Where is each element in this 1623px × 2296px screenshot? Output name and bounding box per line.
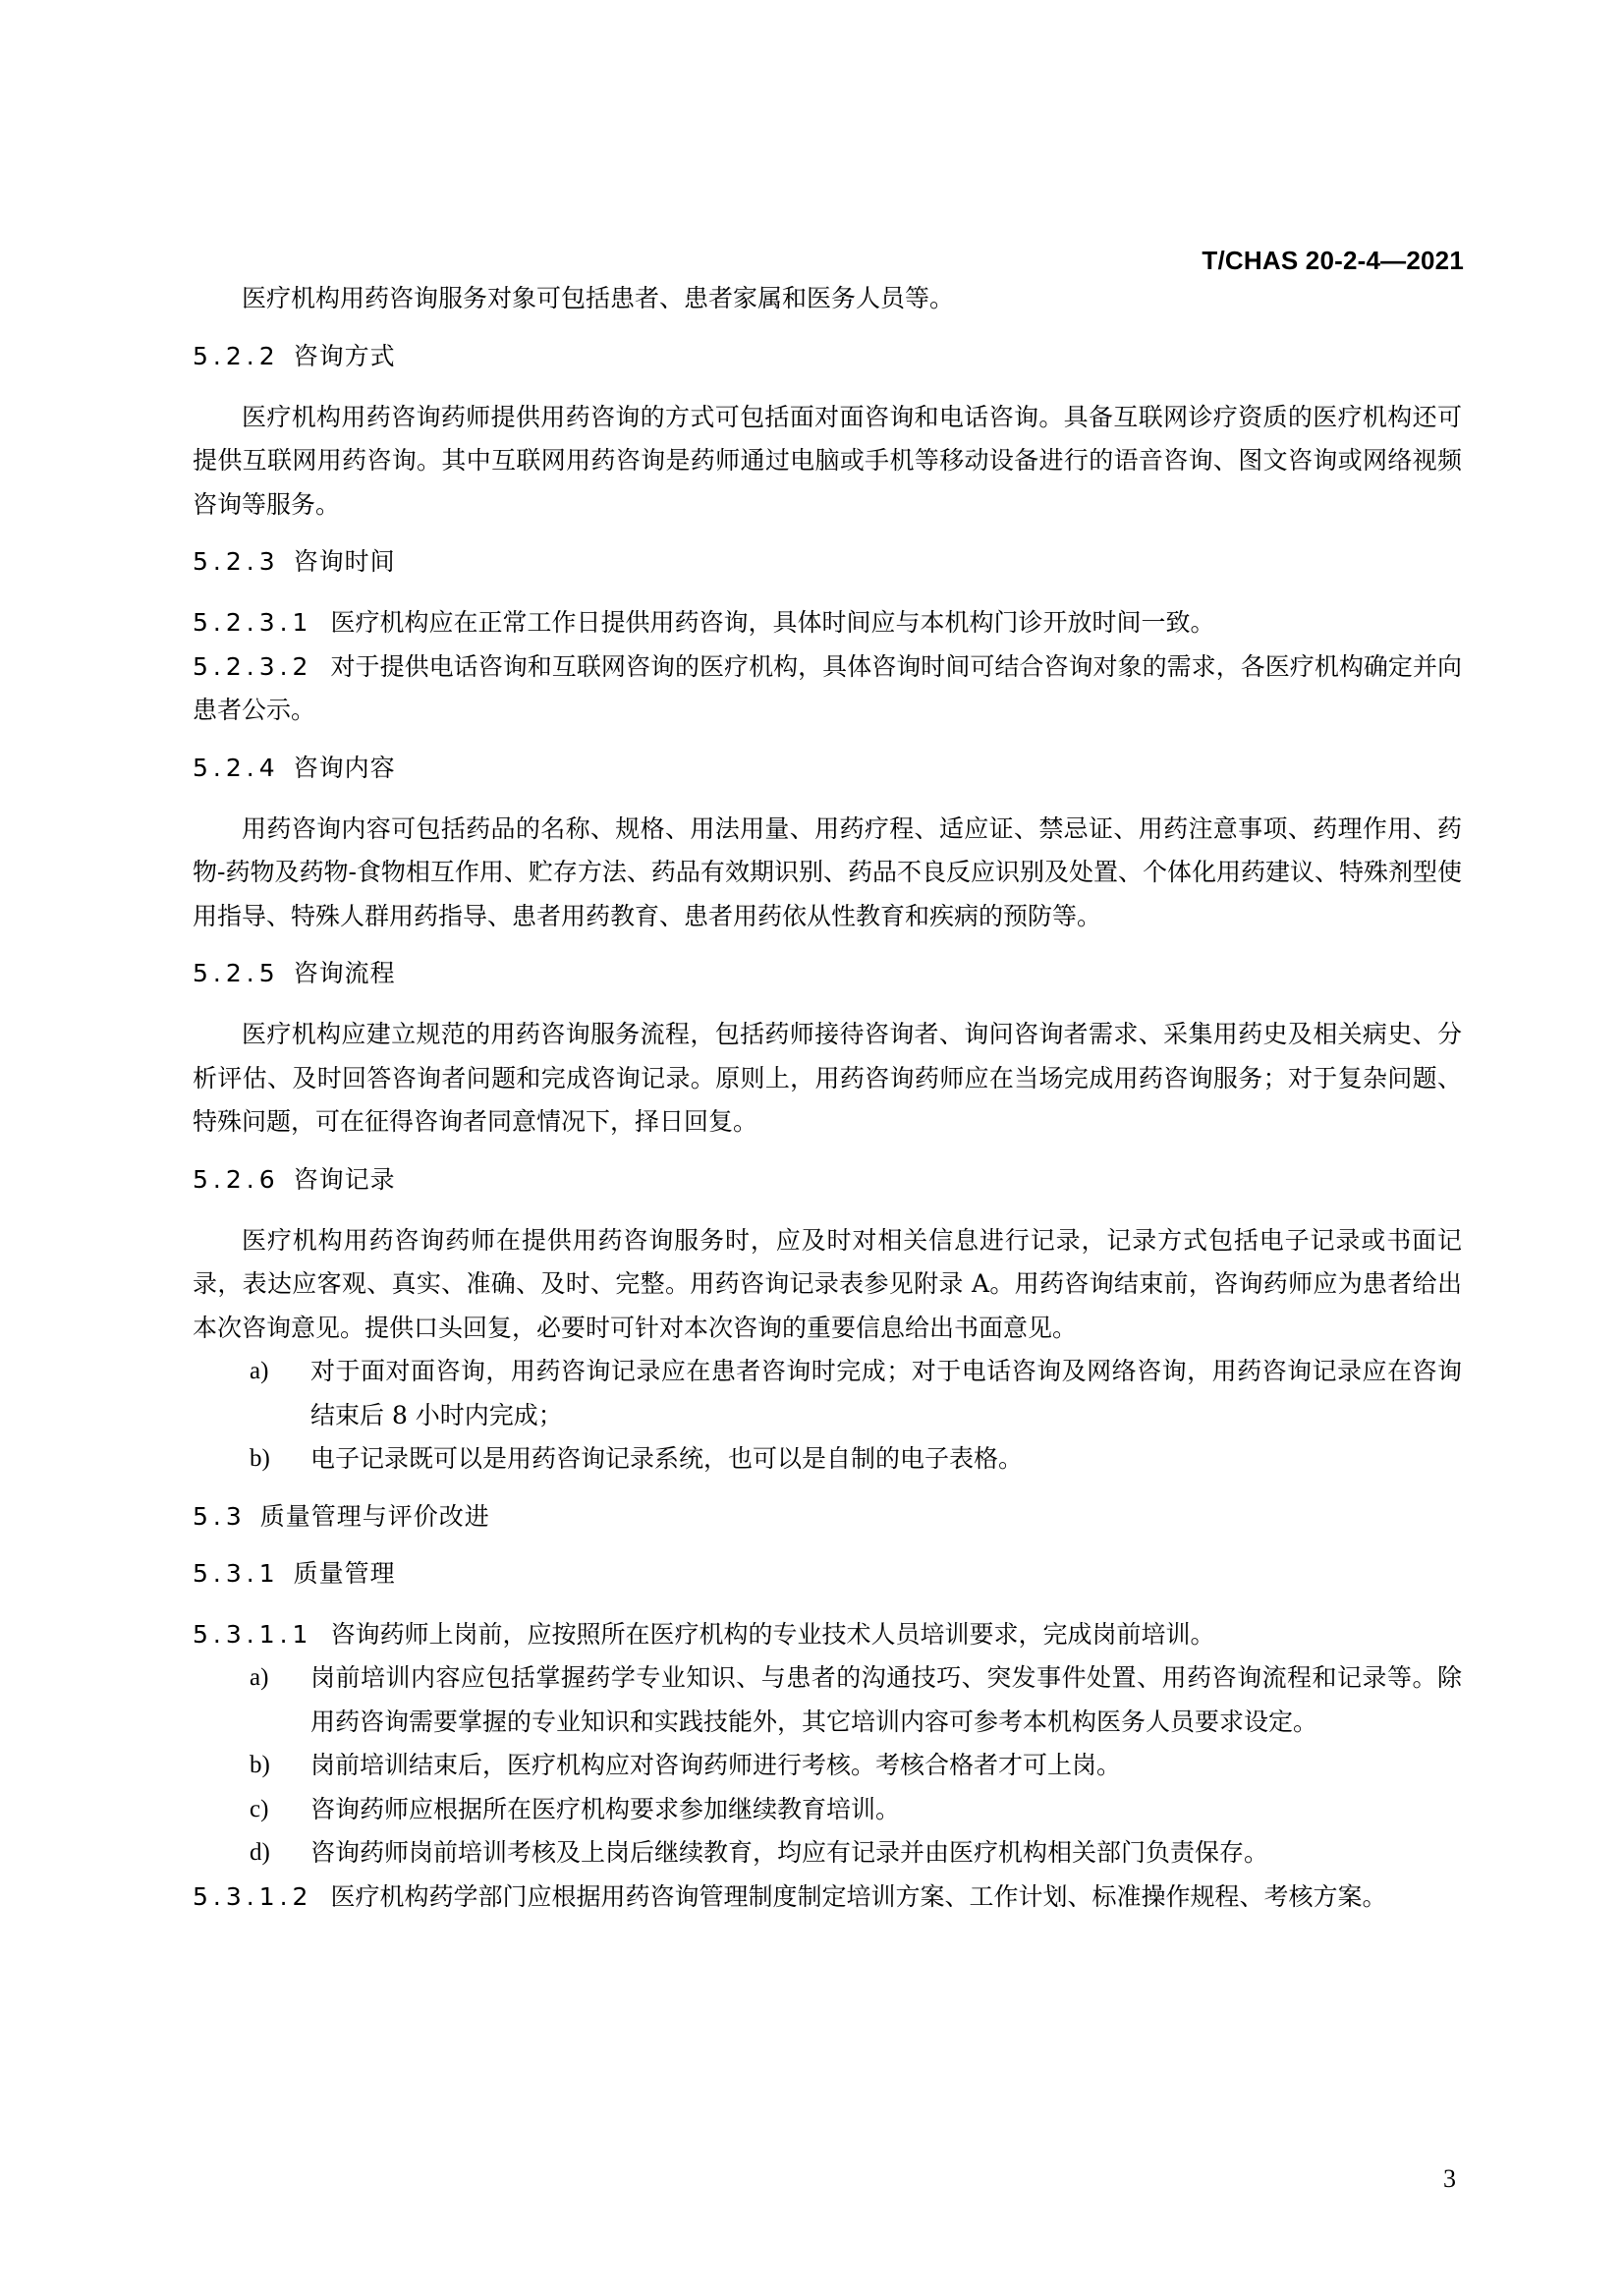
list-item-5-3-1-1-d	[193, 1831, 1462, 1876]
list-item-text: 咨询药师应根据所在医疗机构要求参加继续教育培训。	[310, 1794, 901, 1823]
page-number: 3	[1443, 2164, 1456, 2193]
clause-5-2-3-1	[193, 601, 1462, 645]
paragraph-5-2-5: 医疗机构应建立规范的用药咨询服务流程，包括药师接待咨询者、询问咨询者需求、采集用药史及相关病史、分析评估、及时回答咨询者问题和完成咨询记录。原则上，用药咨询药师应在当场完成用药咨询服务；对于复杂问题、特殊问题，可在征得咨询者同意情况下，择日回复。	[193, 1020, 1462, 1136]
heading-title: 咨询方式	[293, 341, 396, 370]
heading-title: 质量管理与评价改进	[259, 1501, 490, 1531]
list-item-text: 电子记录既可以是用药咨询记录系统，也可以是自制的电子表格。	[310, 1444, 1024, 1473]
heading-5-2-6	[193, 1158, 1462, 1202]
clause-5-2-3-2	[193, 645, 1462, 733]
list-item-text: 岗前培训结束后，医疗机构应对咨询药师进行考核。考核合格者才可上岗。	[310, 1751, 1122, 1779]
paragraph-5-2-4: 用药咨询内容可包括药品的名称、规格、用法用量、用药疗程、适应证、禁忌证、用药注意事项、药理作用、药物-药物及药物-食物相互作用、贮存方法、药品有效期识别、药品不良反应识别及处置、个体化用药建议、特殊剂型使用指导、特殊人群用药指导、患者用药教育、患者用药依从性教育和疾病的预防等。	[193, 813, 1462, 930]
list-marker: a)	[250, 1358, 269, 1384]
standard-code: T/CHAS 20-2-4—2021	[1202, 246, 1464, 275]
heading-5-2-2	[193, 335, 1462, 378]
list-marker: b)	[250, 1445, 270, 1472]
list-item-text: 对于面对面咨询，用药咨询记录应在患者咨询时完成；对于电话咨询及网络咨询，用药咨询记录应在咨询结束后 8 小时内完成；	[310, 1357, 1462, 1429]
list-marker: d)	[250, 1839, 270, 1866]
clause-text: 医疗机构应在正常工作日提供用药咨询，具体时间应与本机构门诊开放时间一致。	[330, 608, 1215, 637]
heading-title: 质量管理	[293, 1558, 396, 1588]
heading-title: 咨询流程	[293, 959, 396, 987]
heading-title: 咨询时间	[293, 547, 396, 576]
clause-5-3-1-1	[193, 1613, 1462, 1657]
clause-text: 对于提供电话咨询和互联网咨询的医疗机构，具体咨询时间可结合咨询对象的需求，各医疗机构确定并向患者公示。	[193, 651, 1462, 724]
list-item-5-2-6-b	[193, 1437, 1462, 1482]
list-item-5-3-1-1-a	[193, 1656, 1462, 1744]
list-item-5-2-6-a	[193, 1350, 1462, 1437]
clause-number: 5.3.1.1	[193, 1619, 313, 1649]
intro-paragraph: 医疗机构用药咨询服务对象可包括患者、患者家属和医务人员等。	[242, 284, 955, 312]
heading-number: 5.3.1	[193, 1558, 280, 1588]
heading-5-3	[193, 1495, 1462, 1539]
list-item-text: 岗前培训内容应包括掌握药学专业知识、与患者的沟通技巧、突发事件处置、用药咨询流程和记录等。除用药咨询需要掌握的专业知识和实践技能外，其它培训内容可参考本机构医务人员要求设定。	[310, 1663, 1462, 1736]
paragraph-5-2-6: 医疗机构用药咨询药师在提供用药咨询服务时，应及时对相关信息进行记录，记录方式包括电子记录或书面记录，表达应客观、真实、准确、及时、完整。用药咨询记录表参见附录 A。用药咨询结束前，咨询药师应为患者给出本次咨询意见。提供口头回复，必要时可针对本次咨询的重要信息给出书面意见。	[193, 1225, 1462, 1342]
heading-5-2-3	[193, 540, 1462, 584]
clause-5-3-1-2	[193, 1876, 1462, 1920]
heading-title: 咨询内容	[293, 753, 396, 782]
paragraph-5-2-2: 医疗机构用药咨询药师提供用药咨询的方式可包括面对面咨询和电话咨询。具备互联网诊疗资质的医疗机构还可提供互联网用药咨询。其中互联网用药咨询是药师通过电脑或手机等移动设备进行的语音咨询、图文咨询或网络视频咨询等服务。	[193, 402, 1462, 519]
clause-number: 5.2.3.2	[193, 651, 313, 681]
clause-text: 医疗机构药学部门应根据用药咨询管理制度制定培训方案、工作计划、标准操作规程、考核方案。	[330, 1881, 1387, 1911]
list-item-5-3-1-1-b	[193, 1744, 1462, 1788]
heading-number: 5.3	[193, 1501, 247, 1531]
heading-number: 5.2.2	[193, 341, 280, 370]
list-marker: a)	[250, 1664, 269, 1691]
heading-5-2-4	[193, 747, 1462, 790]
heading-number: 5.2.5	[193, 959, 280, 987]
clause-number: 5.3.1.2	[193, 1881, 313, 1911]
clause-text: 咨询药师上岗前，应按照所在医疗机构的专业技术人员培训要求，完成岗前培训。	[330, 1619, 1215, 1649]
clause-number: 5.2.3.1	[193, 608, 313, 637]
list-marker: c)	[250, 1795, 269, 1822]
heading-title: 咨询记录	[293, 1164, 396, 1194]
heading-5-2-5	[193, 952, 1462, 995]
heading-number: 5.2.3	[193, 547, 280, 576]
heading-number: 5.2.6	[193, 1164, 280, 1194]
heading-number: 5.2.4	[193, 753, 280, 782]
document-body	[193, 277, 1462, 1919]
heading-5-3-1	[193, 1552, 1462, 1596]
list-item-text: 咨询药师岗前培训考核及上岗后继续教育，均应有记录并由医疗机构相关部门负责保存。	[310, 1838, 1269, 1867]
list-marker: b)	[250, 1752, 270, 1778]
list-item-5-3-1-1-c	[193, 1788, 1462, 1832]
